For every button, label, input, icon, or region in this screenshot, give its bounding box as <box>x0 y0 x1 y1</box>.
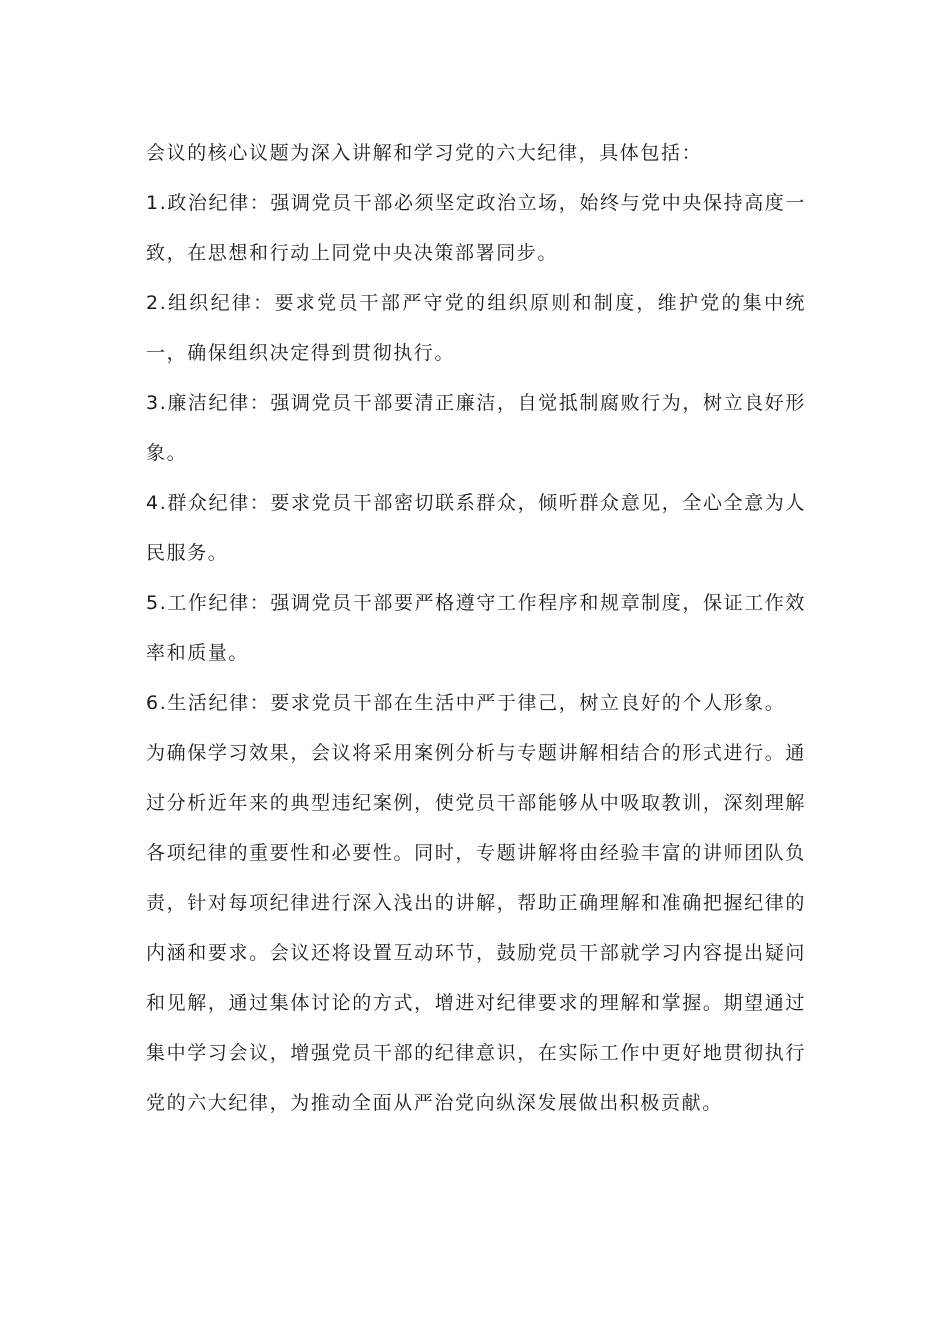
intro-paragraph: 会议的核心议题为深入讲解和学习党的六大纪律，具体包括： <box>146 142 703 164</box>
discipline-item-life: 6.生活纪律：要求党员干部在生活中严于律己，树立良好的个人形象。 <box>146 692 786 714</box>
discipline-item-organizational: 2.组织纪律：要求党员干部严守党的组织原则和制度，维护党的集中统一，确保组织决定得到贯彻执行。 <box>146 292 806 364</box>
discipline-item-work: 5.工作纪律：强调党员干部要严格遵守工作程序和规章制度，保证工作效率和质量。 <box>146 592 806 664</box>
discipline-item-integrity: 3.廉洁纪律：强调党员干部要清正廉洁，自觉抵制腐败行为，树立良好形象。 <box>146 392 806 464</box>
discipline-item-mass: 4.群众纪律：要求党员干部密切联系群众，倾听群众意见，全心全意为人民服务。 <box>146 492 806 564</box>
closing-paragraph: 为确保学习效果，会议将采用案例分析与专题讲解相结合的形式进行。通过分析近年来的典型违纪案例，使党员干部能够从中吸取教训，深刻理解各项纪律的重要性和必要性。同时，专题讲解将由经验丰富的讲师团队负责，针对每项纪律进行深入浅出的讲解，帮助正确理解和准确把握纪律的内涵和要求。会议还将设置互动环节，鼓励党员干部就学习内容提出疑问和见解，通过集体讨论的方式，增进对纪律要求的理解和掌握。期望通过集中学习会议，增强党员干部的纪律意识，在实际工作中更好地贯彻执行党的六大纪律，为推动全面从严治党向纵深发展做出积极贡献。 <box>146 742 806 1114</box>
discipline-item-political: 1.政治纪律：强调党员干部必须坚定政治立场，始终与党中央保持高度一致，在思想和行动上同党中央决策部署同步。 <box>146 192 806 264</box>
document-body <box>146 128 806 1128</box>
